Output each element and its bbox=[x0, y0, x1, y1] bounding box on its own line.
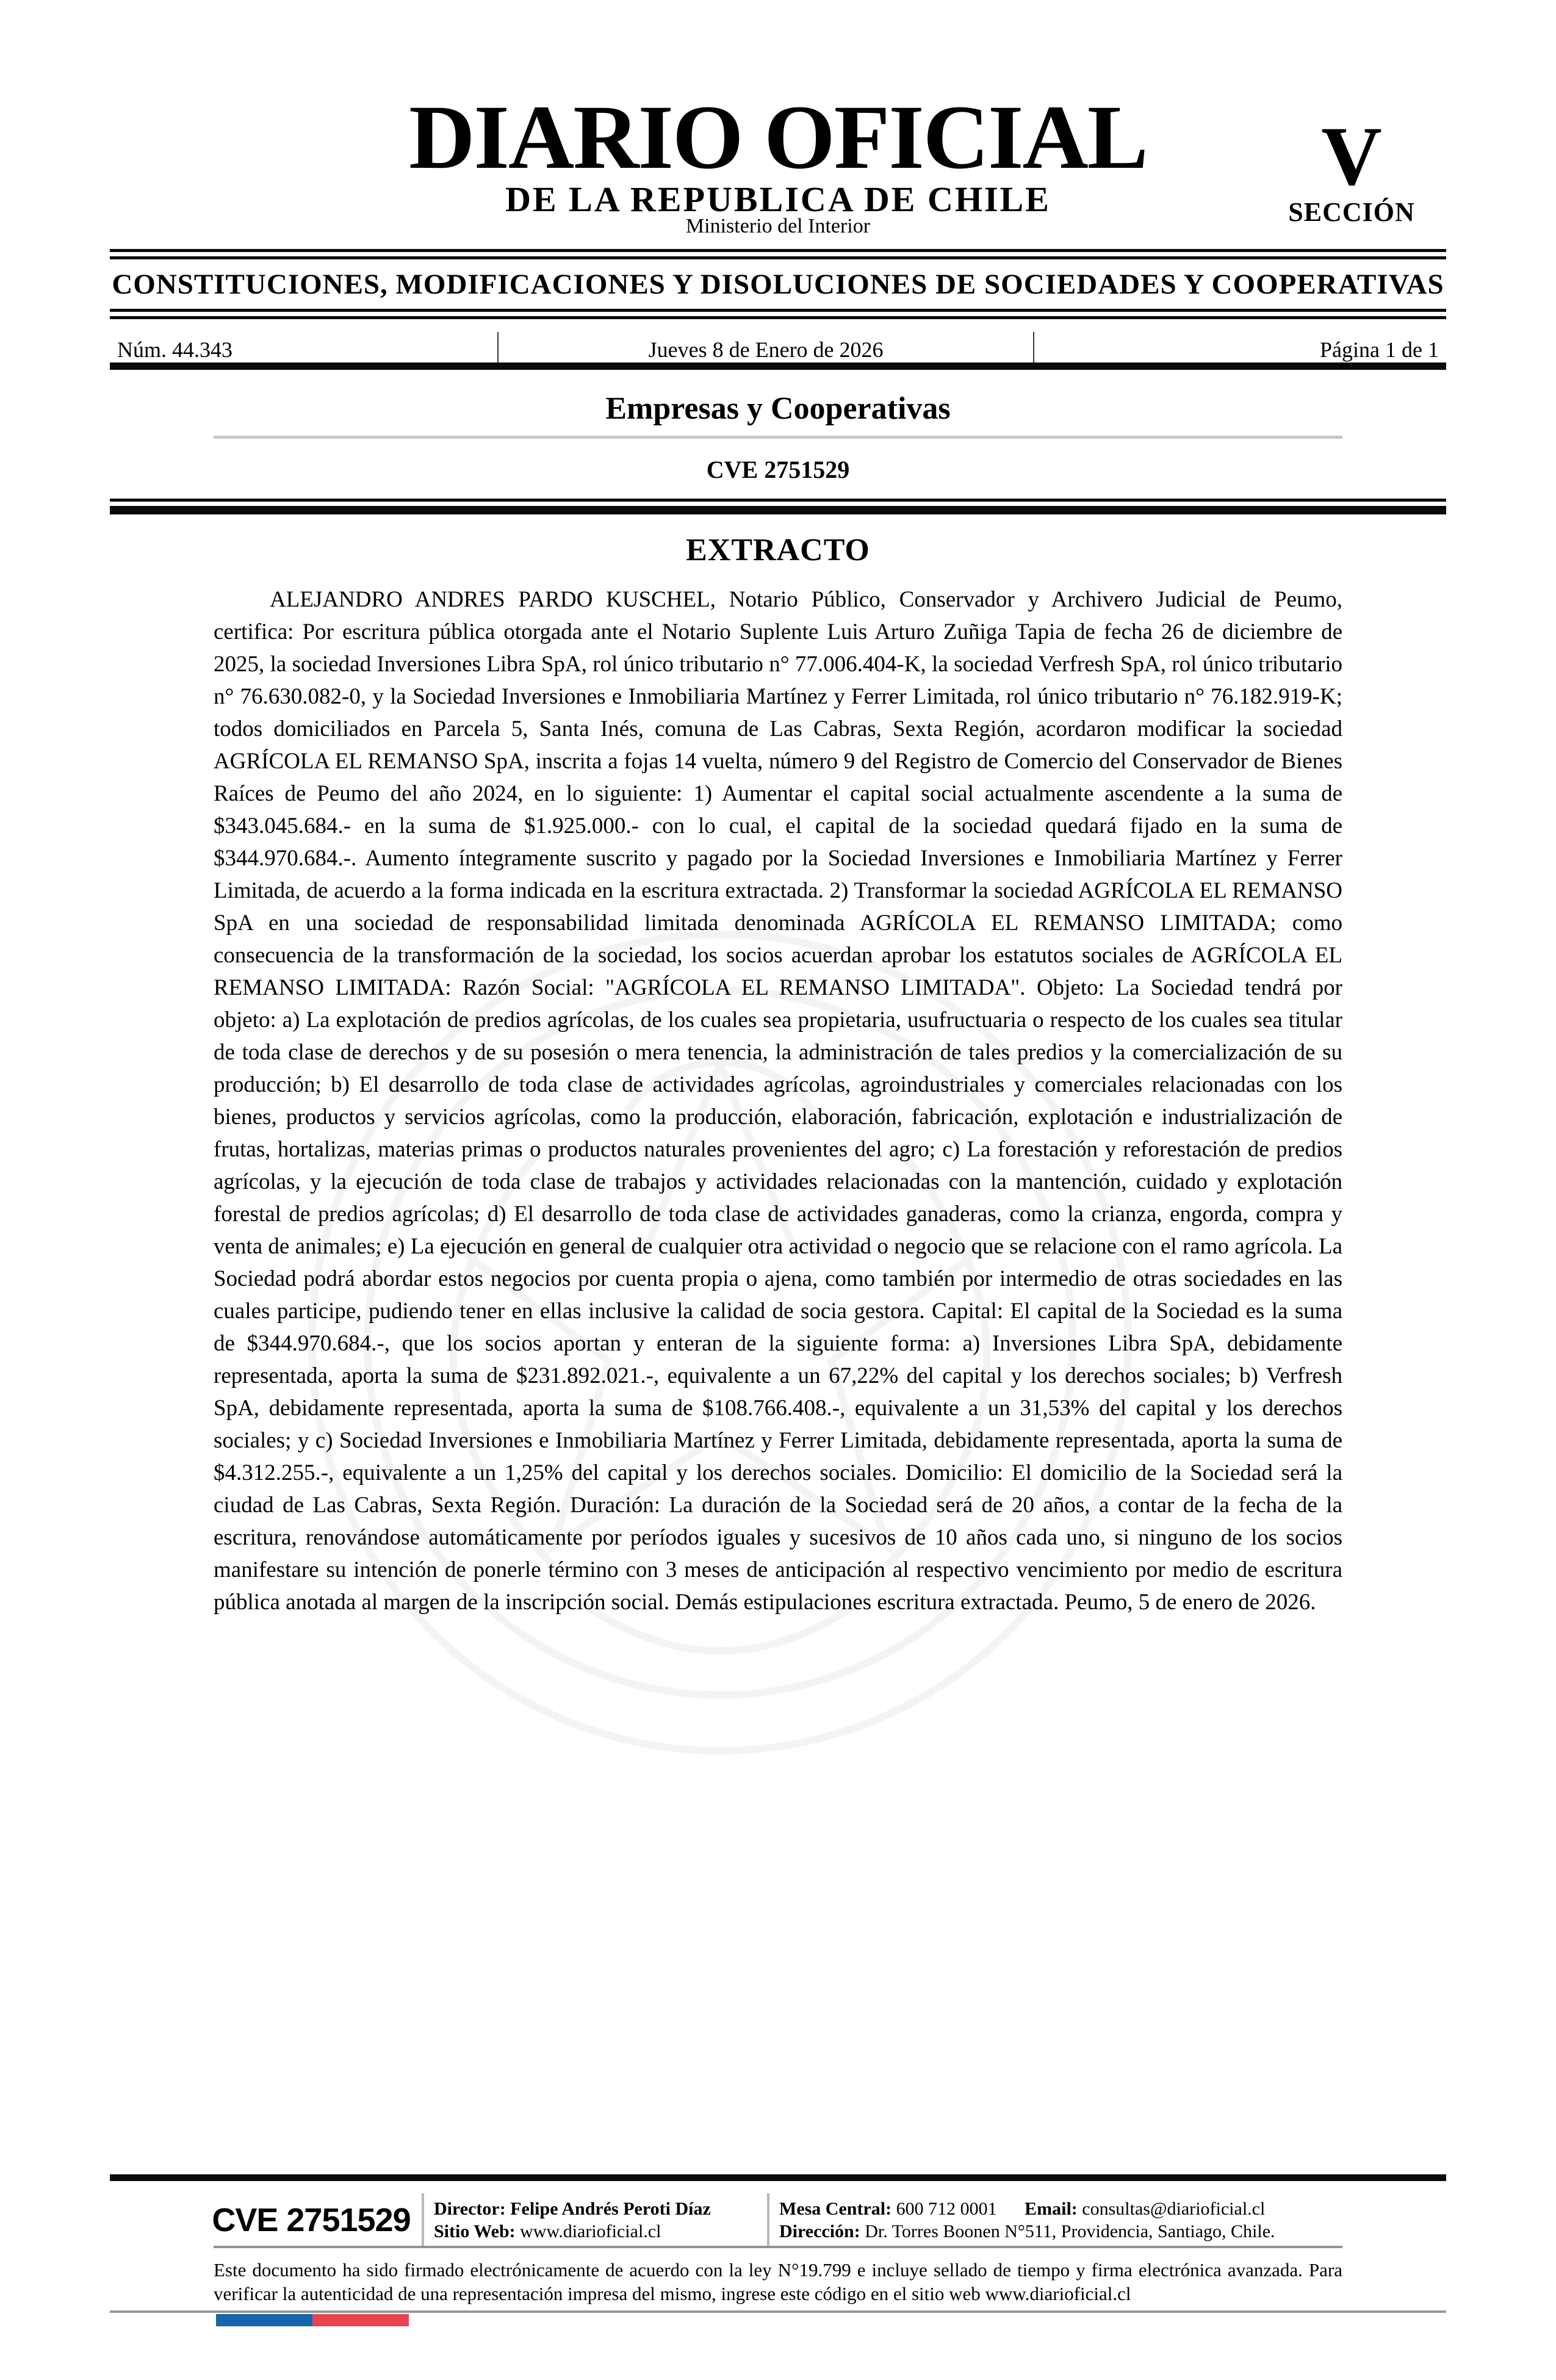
footer-separator-2 bbox=[767, 2193, 769, 2247]
sitio-line bbox=[434, 2220, 757, 2243]
footer-director-block bbox=[434, 2198, 757, 2243]
sitio-label: Sitio Web: bbox=[434, 2221, 516, 2241]
footer-cve: CVE 2751529 bbox=[212, 2202, 411, 2238]
extract-rule-thick bbox=[110, 506, 1446, 514]
section-heading: Empresas y Cooperativas bbox=[605, 391, 951, 426]
masthead-title: DIARIO OFICIAL bbox=[409, 87, 1147, 188]
director-name: Felipe Andrés Peroti Díaz bbox=[510, 2199, 711, 2219]
flag-red bbox=[312, 2314, 409, 2326]
mesa-email-line bbox=[779, 2198, 1345, 2220]
banner-double-rule-bottom bbox=[110, 316, 1446, 319]
footer-separator-1 bbox=[422, 2193, 424, 2247]
footer-light-rule bbox=[214, 2246, 1342, 2248]
issue-date: Jueves 8 de Enero de 2026 bbox=[497, 332, 1034, 367]
masthead-subtitle: DE LA REPUBLICA DE CHILE bbox=[505, 179, 1051, 219]
meta-heavy-rule bbox=[110, 362, 1446, 370]
ministry-label: Ministerio del Interior bbox=[685, 215, 871, 237]
extract-rule-thin bbox=[110, 499, 1446, 502]
mesa-label: Mesa Central: bbox=[779, 2199, 892, 2219]
flag-blue bbox=[216, 2314, 312, 2326]
banner-double-rule-top bbox=[110, 309, 1446, 312]
mesa-number: 600 712 0001 bbox=[896, 2199, 997, 2219]
issue-number: Núm. 44.343 bbox=[117, 337, 232, 362]
header-double-rule-bottom bbox=[110, 256, 1446, 259]
body-paragraph: ALEJANDRO ANDRES PARDO KUSCHEL, Notario Público, Conservador y Archivero Judicial de Peumo, certifica: Por escritura pública otorgada ante el Notario Suplente Luis Arturo Zuñiga Tapia de fecha 26 de diciembre de 2025, la sociedad Inversiones Libra SpA, rol único tributario n° 77.006.404-K, la sociedad Verfresh SpA, rol único tributario n° 76.630.082-0, y la Sociedad Inversiones e Inmobiliaria Martínez y Ferrer Limitada, rol único tributario n° 76.182.919-K; todos domiciliados en Parcela 5, Santa Inés, comuna de Las Cabras, Sexta Región, acordaron modificar la sociedad AGRÍCOLA EL REMANSO SpA, inscrita a fojas 14 vuelta, número 9 del Registro de Comercio del Conservador de Bienes Raíces de Peumo del año 2024, en lo siguiente: 1) Aumentar el capital social actualmente ascendente a la suma de $343.045.684.- en la suma de $1.925.000.- con lo cual, el capital de la sociedad quedará fijado en la suma de $344.970.684.-. Aumento íntegramente suscrito y pagado por la Sociedad Inversiones e Inmobiliaria Martínez y Ferrer Limitada, de acuerdo a la forma indicada en la escritura extractada. 2) Transformar la sociedad AGRÍCOLA EL REMANSO SpA en una sociedad de responsabilidad limitada denominada AGRÍCOLA EL REMANSO LIMITADA; como consecuencia de la transformación de la sociedad, los socios acuerdan aprobar los estatutos sociales de AGRÍCOLA EL REMANSO LIMITADA: Razón Social: "AGRÍCOLA EL REMANSO LIMITADA". Objeto: La Sociedad tendrá por objeto: a) La explotación de predios agrícolas, de los cuales sea propietaria, usufructuaria o respecto de los cuales sea titular de toda clase de derechos y de su posesión o mera tenencia, la administración de tales predios y la comercialización de su producción; b) El desarrollo de toda clase de actividades agrícolas, agroindustriales y comerciales relacionadas con los bienes, productos y servicios agrícolas, como la producción, elaboración, fabricación, explotación e industrialización de frutas, hortalizas, materias primas o productos naturales provenientes del agro; c) La forestación y reforestación de predios agrícolas, y la ejecución de toda clase de trabajos y actividades relacionadas con la mantención, cuidado y explotación forestal de predios agrícolas; d) El desarrollo de toda clase de actividades ganaderas, como la crianza, engorda, compra y venta de animales; e) La ejecución en general de cualquier otra actividad o negocio que se relacione con el ramo agrícola. La Sociedad podrá abordar estos negocios por cuenta propia o ajena, como también por intermedio de otras sociedades en las cuales participe, pudiendo tener en ellas inclusive la calidad de socia gestora. Capital: El capital de la Sociedad es la suma de $344.970.684.-, que los socios aportan y enteran de la siguiente forma: a) Inversiones Libra SpA, debidamente representada, aporta la suma de $231.892.021.-, equivalente a un 67,22% del capital y los derechos sociales; b) Verfresh SpA, debidamente representada, aporta la suma de $108.766.408.-, equivalente a un 31,53% del capital y los derechos sociales; y c) Sociedad Inversiones e Inmobiliaria Martínez y Ferrer Limitada, debidamente representada, aporta la suma de $4.312.255.-, equivalente a un 1,25% del capital y los derechos sociales. Domicilio: El domicilio de la Sociedad será la ciudad de Las Cabras, Sexta Región. Duración: La duración de la Sociedad será de 20 años, a contar de la fecha de la escritura, renovándose automáticamente por períodos iguales y sucesivos de 10 años cada uno, si ninguno de los socios manifestare su intención de ponerle término con 3 meses de anticipación al respectivo vencimiento por medio de escritura pública anotada al margen de la inscripción social. Demás estipulaciones escritura extractada. Peumo, 5 de enero de 2026. bbox=[214, 587, 1342, 1615]
footer-heavy-rule bbox=[110, 2174, 1446, 2181]
section-label: SECCIÓN bbox=[1288, 197, 1415, 227]
header-double-rule-top bbox=[110, 249, 1446, 252]
disclaimer-text: Este documento ha sido firmado electrónicamente de acuerdo con la ley N°19.799 e incluye sellado de tiempo y firma electrónica avanzada. Para verificar la autenticidad de una representación impresa del mismo, ingrese este código en el sitio web www.diarioficial.cl bbox=[214, 2259, 1342, 2304]
footer-info-row bbox=[211, 2190, 1345, 2251]
footer-contact-block bbox=[779, 2198, 1345, 2243]
direccion-label: Dirección: bbox=[779, 2221, 860, 2241]
sitio-url: www.diarioficial.cl bbox=[520, 2221, 661, 2241]
email-label: Email: bbox=[1025, 2199, 1078, 2219]
section-number: V bbox=[1321, 109, 1382, 203]
banner-title: CONSTITUCIONES, MODIFICACIONES Y DISOLUCIONES DE SOCIEDADES Y COOPERATIVAS bbox=[112, 269, 1444, 300]
direccion-line bbox=[779, 2220, 1345, 2243]
direccion-value: Dr. Torres Boonen N°511, Providencia, Santiago, Chile. bbox=[865, 2221, 1275, 2241]
page-indicator: Página 1 de 1 bbox=[1320, 337, 1439, 362]
cve-number: CVE 2751529 bbox=[706, 456, 850, 483]
extract-heading: EXTRACTO bbox=[686, 533, 870, 568]
director-label: Director: bbox=[434, 2199, 506, 2219]
section-divider bbox=[214, 436, 1342, 439]
director-line bbox=[434, 2198, 757, 2220]
bottom-rule bbox=[110, 2310, 1446, 2313]
section-badge bbox=[1269, 109, 1434, 228]
chile-flag bbox=[216, 2314, 409, 2326]
email-address: consultas@diarioficial.cl bbox=[1082, 2199, 1266, 2219]
